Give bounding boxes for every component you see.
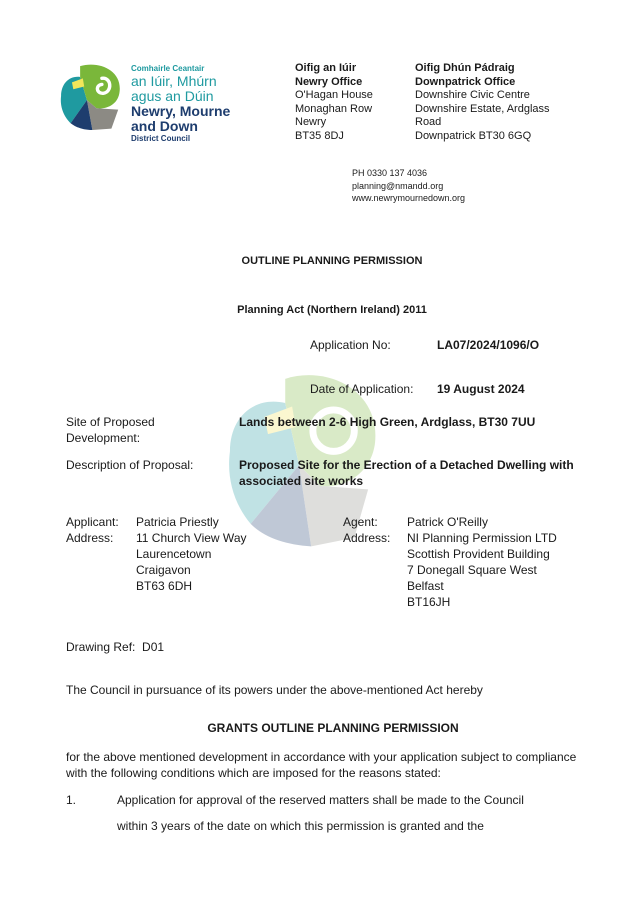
council-logo (55, 62, 127, 130)
council-name (131, 64, 230, 144)
contact-website[interactable]: www.newrymournedown.org (352, 193, 466, 203)
downpatrick-office-irish-name: Oifig Dhún Pádraig (415, 62, 515, 74)
newry-office-line: BT35 8DJ (295, 129, 344, 142)
grant-paragraph-line2: with the following conditions which are imposed for the reasons stated: (66, 766, 441, 780)
downpatrick-office-line: Downshire Estate, Ardglass (415, 102, 550, 115)
council-statement: The Council in pursuance of its powers under the above-mentioned Act hereby (66, 683, 483, 697)
description-line2: associated site works (239, 474, 364, 488)
agent-address-line: Scottish Provident Building (407, 547, 550, 561)
agent-address-line: NI Planning Permission LTD (407, 531, 557, 545)
newry-office-line: Monaghan Row (295, 102, 373, 115)
downpatrick-office-address (415, 62, 550, 143)
grant-heading: GRANTS OUTLINE PLANNING PERMISSION (207, 721, 459, 735)
contact-phone: PH 0330 137 4036 (352, 168, 428, 178)
document-title: OUTLINE PLANNING PERMISSION (241, 255, 423, 267)
council-name-irish-small: Comhairle Ceantair (131, 64, 205, 73)
application-no-label: Application No: (310, 338, 391, 352)
description-line1: Proposed Site for the Erection of a Detached Dwelling with (239, 458, 574, 472)
grant-paragraph-line1: for the above mentioned development in accordance with your application subject to compliance (66, 750, 577, 764)
applicant-details (136, 514, 247, 594)
applicant-label: Applicant: (66, 515, 119, 529)
applicant-address-label: Address: (66, 531, 114, 545)
grant-paragraph (66, 749, 626, 781)
council-name-english-line1: Newry, Mourne (131, 103, 231, 119)
applicant-address-line: Craigavon (136, 563, 191, 577)
date-of-application-label: Date of Application: (310, 382, 414, 396)
newry-office-name: Newry Office (295, 75, 363, 88)
agent-details (407, 514, 557, 610)
newry-office-irish-name: Oifig an Iúir (295, 62, 357, 74)
drawing-ref-value: D01 (142, 640, 165, 654)
agent-address-line: Belfast (407, 579, 444, 593)
newry-office-line: O'Hagan House (295, 89, 373, 101)
council-name-irish-line1: an Iúir, Mhúrn (131, 73, 217, 89)
site-value: Lands between 2-6 High Green, Ardglass, BT30 7UU (239, 415, 536, 429)
downpatrick-office-line: Downpatrick BT30 6GQ (415, 129, 532, 142)
applicant-labels (66, 514, 119, 546)
applicant-address-line: 11 Church View Way (136, 531, 247, 545)
agent-address-line: 7 Donegall Square West (407, 563, 537, 577)
council-name-district: District Council (131, 134, 191, 143)
description-value (239, 457, 574, 489)
downpatrick-office-line: Road (415, 116, 442, 128)
application-no-value: LA07/2024/1096/O (437, 338, 540, 352)
downpatrick-office-name: Downpatrick Office (415, 75, 516, 88)
site-label (66, 414, 155, 446)
date-of-application-value: 19 August 2024 (437, 382, 525, 396)
contact-details (352, 167, 465, 205)
newry-office-line: Newry (295, 116, 327, 128)
drawing-ref (66, 639, 164, 655)
condition-1-line1: Application for approval of the reserved matters shall be made to the Council (117, 793, 524, 807)
agent-address-line: BT16JH (407, 595, 451, 609)
description-label: Description of Proposal: (66, 458, 194, 472)
planning-act: Planning Act (Northern Ireland) 2011 (237, 304, 427, 316)
agent-label: Agent: (343, 515, 378, 529)
site-label-line1: Site of Proposed (66, 415, 155, 429)
council-name-irish-line2: agus an Dúin (131, 88, 214, 104)
applicant-address-line: Laurencetown (136, 547, 212, 561)
applicant-address-line: BT63 6DH (136, 579, 193, 593)
agent-address-label: Address: (343, 531, 391, 545)
applicant-name: Patricia Priestly (136, 515, 219, 529)
agent-labels (343, 514, 390, 546)
downpatrick-office-line: Downshire Civic Centre (415, 89, 530, 101)
newry-office-address (295, 62, 373, 143)
condition-1-number: 1. (66, 793, 77, 807)
contact-email[interactable]: planning@nmandd.org (352, 180, 444, 191)
site-label-line2: Development: (66, 431, 141, 445)
council-name-english-line2: and Down (131, 118, 198, 134)
agent-name: Patrick O'Reilly (407, 515, 488, 529)
drawing-ref-label: Drawing Ref: (66, 640, 136, 654)
condition-1-line2: within 3 years of the date on which this permission is granted and the (117, 819, 484, 833)
